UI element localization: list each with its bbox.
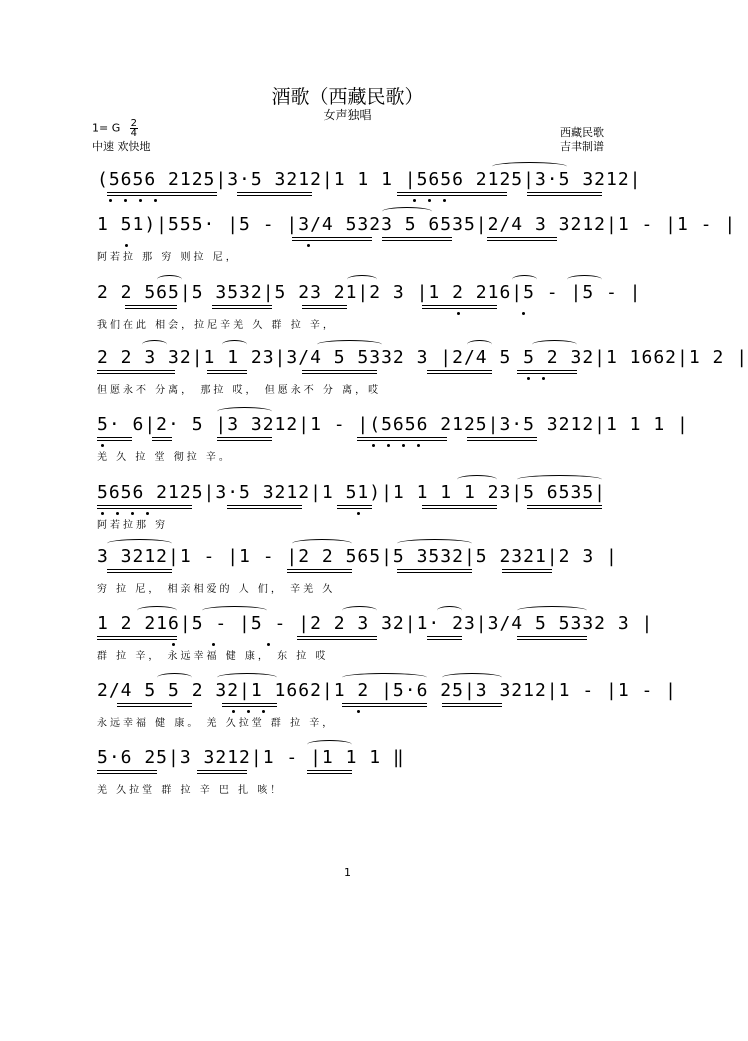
lyrics-line: 羌 久拉堂 群 拉 辛 巴 扎 咳！ xyxy=(97,785,284,796)
underline-beam xyxy=(422,505,497,506)
underline-beam xyxy=(357,440,447,441)
underline-beam xyxy=(502,569,552,570)
low-octave-dot xyxy=(232,710,235,713)
lyrics-line: 羌 久 拉 堂 彻拉 辛。 xyxy=(97,452,232,463)
underline-beam xyxy=(517,636,587,637)
underline-beam xyxy=(97,636,177,637)
underline-beam xyxy=(107,572,172,573)
underline-beam xyxy=(307,773,352,774)
slur-mark xyxy=(512,275,537,284)
lyrics-line: 阿若拉 那 穷 则拉 尼， xyxy=(97,252,239,263)
low-octave-dot xyxy=(357,512,360,515)
slur-mark xyxy=(442,673,502,682)
slur-mark xyxy=(382,207,432,216)
lyrics-line: 穷 拉 尼， 相亲相爱的 人 们， 辛羌 久 xyxy=(97,584,336,595)
underline-beam xyxy=(302,305,347,306)
slur-mark xyxy=(532,340,577,349)
underline-beam xyxy=(117,703,192,704)
slur-mark xyxy=(217,407,272,416)
slur-mark xyxy=(157,275,182,284)
underline-beam xyxy=(427,370,492,371)
underline-beam xyxy=(207,370,247,371)
low-octave-dot xyxy=(542,377,545,380)
lyrics-line: 我们在此 相会，拉尼辛羌 久 群 拉 辛， xyxy=(97,320,336,331)
notation-line: 5· 6|2· 5 |3 3212|1 - |(5656 2125|3·5 3212|1 1 1 | xyxy=(97,414,689,435)
low-octave-dot xyxy=(413,199,416,202)
underline-beam xyxy=(302,308,347,309)
slur-mark xyxy=(457,475,497,484)
slur-mark xyxy=(157,673,192,682)
underline-beam xyxy=(302,370,377,371)
low-octave-dot xyxy=(116,512,119,515)
low-octave-dot xyxy=(522,312,525,315)
underline-beam xyxy=(107,195,217,196)
low-octave-dot xyxy=(402,444,405,447)
low-octave-dot xyxy=(247,710,250,713)
underline-beam xyxy=(517,373,577,374)
low-octave-dot xyxy=(131,512,134,515)
underline-beam xyxy=(222,703,277,704)
low-octave-dot xyxy=(139,199,142,202)
song-origin: 西藏民歌 xyxy=(560,126,604,139)
underline-beam xyxy=(125,305,177,306)
underline-beam xyxy=(382,240,452,241)
low-octave-dot xyxy=(125,244,128,247)
underline-beam xyxy=(442,706,502,707)
underline-beam xyxy=(422,305,497,306)
notation-line: 3 3212|1 - |1 - |2 2 565|5 3532|5 2321|2 3 | xyxy=(97,546,618,567)
underline-beam xyxy=(427,639,462,640)
underline-beam xyxy=(287,572,352,573)
low-octave-dot xyxy=(146,512,149,515)
underline-beam xyxy=(427,636,462,637)
notation-line: 1 2 216|5 - |5 - |2 2 3 32|1· 23|3/4 5 5332 3 | xyxy=(97,613,654,634)
notation-line: 2 2 3 32|1 1 23|3/4 5 5332 3 |2/4 5 5 2 32|1 1662|1 2 | xyxy=(97,347,748,368)
page-number: 1 xyxy=(344,866,351,879)
slur-mark xyxy=(397,539,472,548)
underline-beam xyxy=(422,308,497,309)
notation-line: 1 51)|555· |5 - |3/4 5323 5 6535|2/4 3 3212|1 - |1 - | xyxy=(97,214,737,235)
low-octave-dot xyxy=(417,444,420,447)
underline-beam xyxy=(107,192,217,193)
song-title: 酒歌（西藏民歌） xyxy=(271,86,424,108)
underline-beam xyxy=(382,237,452,238)
slur-mark xyxy=(137,606,177,615)
underline-beam xyxy=(152,437,172,438)
low-octave-dot xyxy=(212,643,215,646)
slur-mark xyxy=(142,340,167,349)
underline-beam xyxy=(97,505,192,506)
low-octave-dot xyxy=(387,444,390,447)
underline-beam xyxy=(97,370,175,371)
notation-line: 2/4 5 5 2 32|1 1662|1 2 |5·6 25|3 3212|1 - |1 - | xyxy=(97,680,678,701)
low-octave-dot xyxy=(307,244,310,247)
underline-beam xyxy=(337,508,372,509)
slur-mark xyxy=(567,275,602,284)
low-octave-dot xyxy=(357,710,360,713)
lyrics-line: 永远幸福 健 康。 羌 久拉堂 群 拉 辛， xyxy=(97,718,336,729)
song-subtitle: 女声独唱 xyxy=(323,108,372,122)
low-octave-dot xyxy=(527,377,530,380)
notation-line: (5656 2125|3·5 3212|1 1 1 |5656 2125|3·5 3212| xyxy=(97,169,642,190)
underline-beam xyxy=(297,636,377,637)
underline-beam xyxy=(237,192,312,193)
slur-mark xyxy=(517,606,587,615)
underline-beam xyxy=(117,706,192,707)
underline-beam xyxy=(97,437,132,438)
underline-beam xyxy=(97,639,177,640)
underline-beam xyxy=(227,505,302,506)
underline-beam xyxy=(357,437,447,438)
time-signature xyxy=(130,119,138,138)
underline-beam xyxy=(487,240,557,241)
key-signature xyxy=(92,119,138,138)
notation-line: 5656 2125|3·5 3212|1 51)|1 1 1 1 23|5 6535| xyxy=(97,482,606,503)
underline-beam xyxy=(197,770,247,771)
underline-beam xyxy=(337,505,372,506)
underline-beam xyxy=(97,773,157,774)
underline-beam xyxy=(502,572,552,573)
underline-beam xyxy=(397,572,472,573)
underline-beam xyxy=(427,373,492,374)
slur-mark xyxy=(492,162,567,171)
slur-mark xyxy=(347,275,377,284)
slur-mark xyxy=(342,673,427,682)
underline-beam xyxy=(227,508,302,509)
underline-beam xyxy=(97,508,192,509)
lyrics-line: 阿若拉那 穷 xyxy=(97,520,169,531)
underline-beam xyxy=(467,440,537,441)
underline-beam xyxy=(302,373,377,374)
underline-beam xyxy=(527,192,602,193)
slur-mark xyxy=(307,740,352,749)
low-octave-dot xyxy=(457,312,460,315)
notation-line: 2 2 565|5 3532|5 23 21|2 3 |1 2 216|5 - |5 - | xyxy=(97,282,642,303)
time-denominator: 4 xyxy=(130,128,137,139)
notation-line: 5·6 25|3 3212|1 - |1 1 1 ‖ xyxy=(97,747,405,768)
low-octave-dot xyxy=(109,199,112,202)
underline-beam xyxy=(207,373,247,374)
slur-mark xyxy=(222,340,247,349)
underline-beam xyxy=(297,639,377,640)
underline-beam xyxy=(97,770,157,771)
low-octave-dot xyxy=(372,444,375,447)
underline-beam xyxy=(467,437,537,438)
slur-mark xyxy=(467,340,492,349)
underline-beam xyxy=(517,370,577,371)
underline-beam xyxy=(442,703,502,704)
underline-beam xyxy=(212,308,272,309)
underline-beam xyxy=(212,305,272,306)
underline-beam xyxy=(217,437,272,438)
underline-beam xyxy=(125,308,177,309)
underline-beam xyxy=(307,770,352,771)
underline-beam xyxy=(97,440,132,441)
slur-mark xyxy=(317,340,382,349)
low-octave-dot xyxy=(124,199,127,202)
slur-mark xyxy=(292,539,352,548)
slur-mark xyxy=(342,606,377,615)
underline-beam xyxy=(487,237,557,238)
low-octave-dot xyxy=(154,199,157,202)
underline-beam xyxy=(517,639,587,640)
slur-mark xyxy=(437,606,462,615)
slur-mark xyxy=(107,539,172,548)
song-arranger: 吉聿制谱 xyxy=(560,140,604,153)
underline-beam xyxy=(237,195,312,196)
tempo-marking: 中速 欢快地 xyxy=(92,140,151,153)
underline-beam xyxy=(222,706,277,707)
underline-beam xyxy=(397,195,507,196)
underline-beam xyxy=(342,706,427,707)
low-octave-dot xyxy=(101,512,104,515)
underline-beam xyxy=(342,703,427,704)
underline-beam xyxy=(107,569,172,570)
underline-beam xyxy=(527,195,602,196)
underline-beam xyxy=(292,240,372,241)
underline-beam xyxy=(217,440,272,441)
low-octave-dot xyxy=(428,199,431,202)
time-numerator: 2 xyxy=(130,118,137,129)
slur-mark xyxy=(517,475,602,484)
underline-beam xyxy=(397,569,472,570)
underline-beam xyxy=(287,569,352,570)
lyrics-line: 但愿永不 分离， 那拉 哎， 但愿永不 分 离，哎 xyxy=(97,385,382,396)
underline-beam xyxy=(97,373,175,374)
underline-beam xyxy=(292,237,372,238)
underline-beam xyxy=(397,192,507,193)
low-octave-dot xyxy=(101,444,104,447)
key-label: 1= G xyxy=(92,121,121,135)
low-octave-dot xyxy=(267,643,270,646)
lyrics-line: 群 拉 辛， 永远幸福 健 康， 东 拉 哎 xyxy=(97,651,329,662)
underline-beam xyxy=(527,505,602,506)
low-octave-dot xyxy=(443,199,446,202)
underline-beam xyxy=(197,773,247,774)
slur-mark xyxy=(217,673,277,682)
underline-beam xyxy=(527,508,602,509)
underline-beam xyxy=(422,508,497,509)
slur-mark xyxy=(202,606,267,615)
low-octave-dot xyxy=(262,710,265,713)
underline-beam xyxy=(152,440,172,441)
low-octave-dot xyxy=(172,643,175,646)
